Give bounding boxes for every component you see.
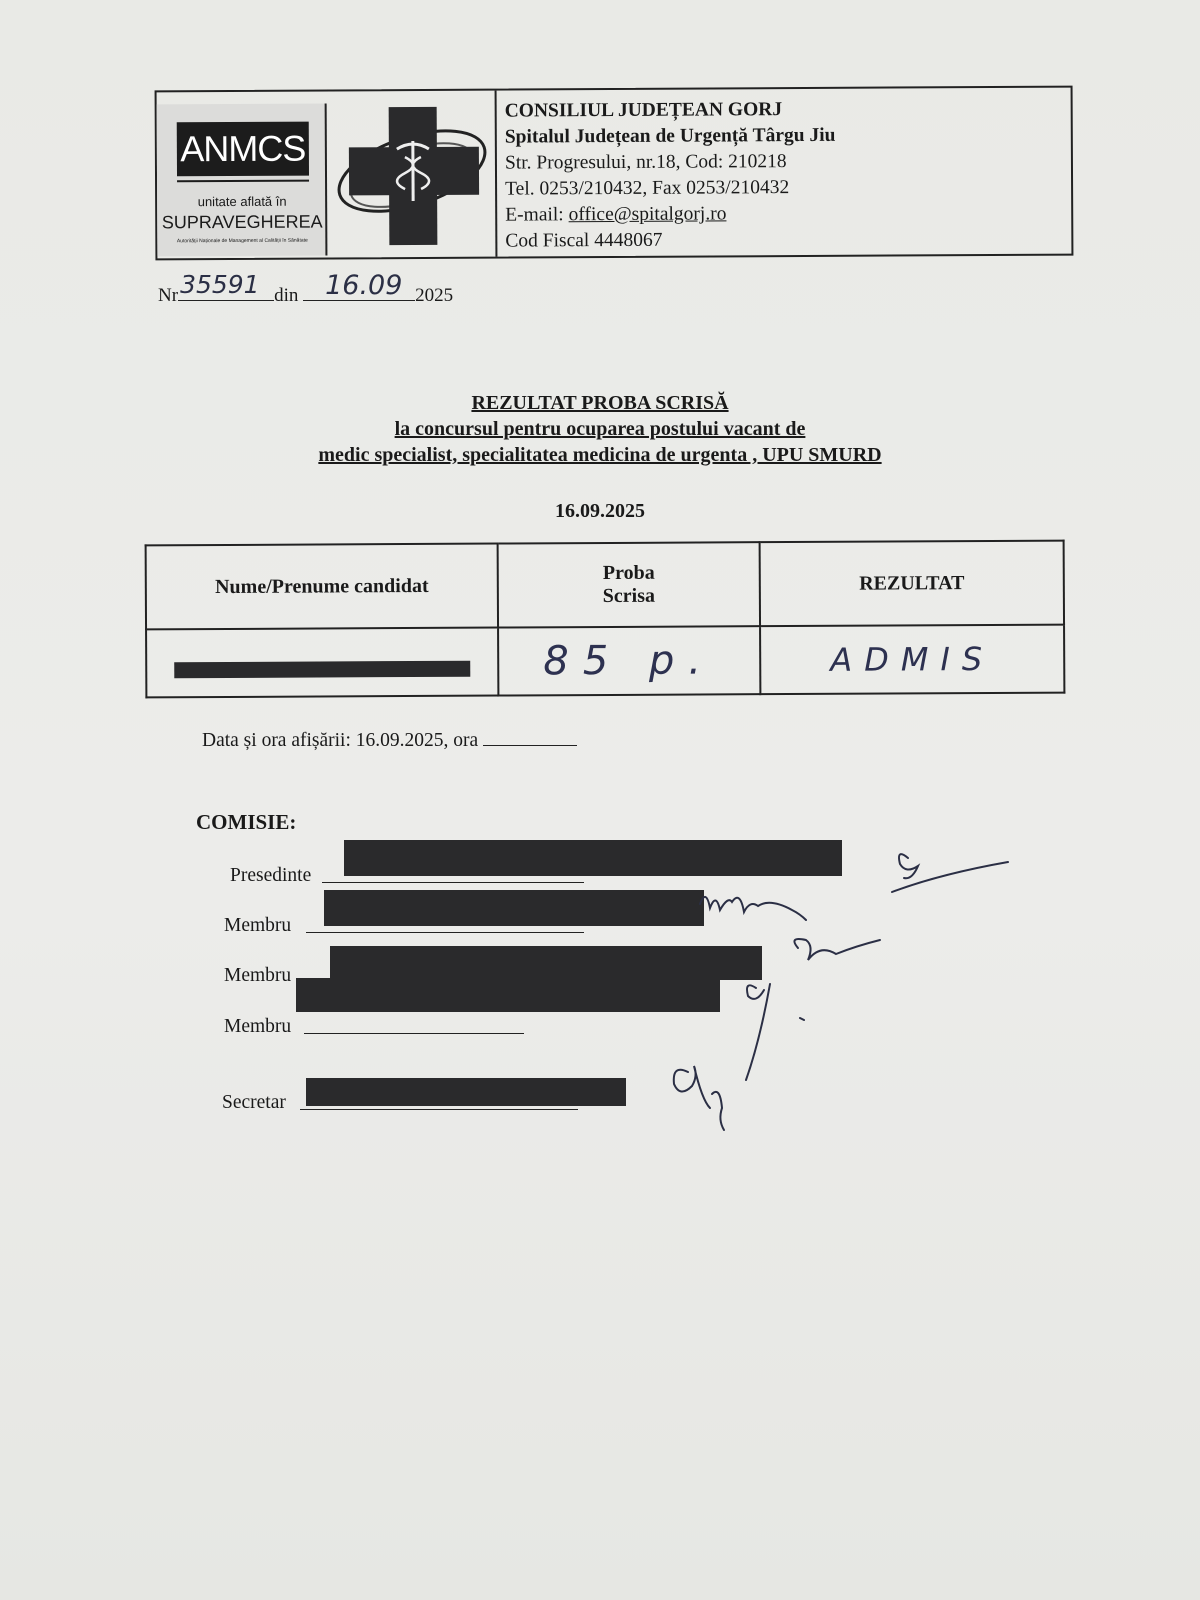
- hospital-fiscal-code: Cod Fiscal 4448067: [505, 229, 663, 252]
- date-field: [303, 270, 415, 301]
- anmcs-rule: [177, 180, 309, 183]
- date-value: 16.09: [325, 270, 403, 301]
- role-secretar: Secretar: [222, 1092, 286, 1113]
- col-header-result: REZULTAT: [760, 541, 1064, 627]
- hospital-logo: [327, 91, 498, 258]
- redaction-bar: [174, 661, 470, 679]
- redaction-bar: [296, 978, 720, 1012]
- email-link[interactable]: office@spitalgorj.ro: [568, 203, 727, 226]
- col-header-proba: [498, 542, 760, 627]
- posting-time-field: [483, 727, 577, 746]
- role-membru-2: Membru: [224, 965, 292, 986]
- secretar-line: [300, 1109, 578, 1110]
- hospital-address: Str. Progresului, nr.18, Cod: 210218: [504, 151, 787, 174]
- result-value: ADMIS: [830, 639, 995, 679]
- nr-label: Nr: [158, 285, 179, 306]
- table-header-row: [146, 541, 1064, 630]
- membru1-line: [306, 932, 584, 933]
- letterhead: [155, 86, 1074, 261]
- signatures-icon: [660, 840, 1020, 1140]
- role-presedinte: Presedinte: [230, 865, 312, 886]
- registration-line: [158, 270, 454, 307]
- doc-title: REZULTAT PROBA SCRISĂ: [471, 392, 729, 414]
- score-cell: [498, 626, 760, 695]
- anmcs-status: SUPRAVEGHEREA: [161, 211, 323, 233]
- role-membru-1: Membru: [224, 915, 292, 936]
- anmcs-caption: unitate aflată în: [197, 193, 287, 210]
- email-label: E-mail:: [505, 204, 569, 226]
- hospital-name: Spitalul Județean de Urgență Târgu Jiu: [504, 124, 836, 148]
- anmcs-badge: [157, 104, 328, 257]
- year-label: 2025: [415, 285, 454, 306]
- score-value: 85 p.: [543, 637, 716, 685]
- col-header-proba-1: Proba: [602, 561, 655, 585]
- anmcs-logo: ANMCS: [177, 122, 309, 177]
- membru3-line: [304, 1033, 524, 1034]
- redaction-bar: [306, 1078, 626, 1106]
- doc-subtitle-1: la concursul pentru ocuparea postului vacant de: [394, 418, 806, 440]
- result-cell: [760, 625, 1064, 695]
- council-name: CONSILIUL JUDEȚEAN GORJ: [504, 99, 783, 122]
- commission-title: COMISIE:: [196, 810, 297, 834]
- anmcs-authority: Autorității Naționale de Management al Calității în Sănătate: [176, 237, 308, 245]
- role-membru-3: Membru: [224, 1016, 292, 1037]
- nr-field: [178, 270, 274, 301]
- doc-subtitle-2: medic specialist, specialitatea medicina de urgenta , UPU SMURD: [318, 444, 882, 466]
- medical-cross-icon: [327, 91, 498, 258]
- hospital-phone: Tel. 0253/210432, Fax 0253/210432: [505, 177, 790, 200]
- din-label: din: [274, 285, 299, 306]
- redaction-bar: [324, 890, 704, 926]
- hospital-contact: [505, 97, 836, 255]
- hospital-email-line: [505, 201, 836, 229]
- candidate-name-cell: [146, 628, 498, 698]
- doc-date: 16.09.2025: [555, 500, 645, 522]
- results-table: [145, 540, 1066, 699]
- table-row: [146, 625, 1064, 698]
- col-header-name: Nume/Prenume candidat: [146, 544, 498, 630]
- posting-line: [202, 727, 577, 752]
- presedinte-line: [322, 882, 584, 883]
- posting-label: Data și ora afișării: 16.09.2025, ora: [202, 730, 479, 751]
- col-header-proba-2: Scrisa: [602, 584, 656, 608]
- nr-value: 35591: [180, 270, 260, 299]
